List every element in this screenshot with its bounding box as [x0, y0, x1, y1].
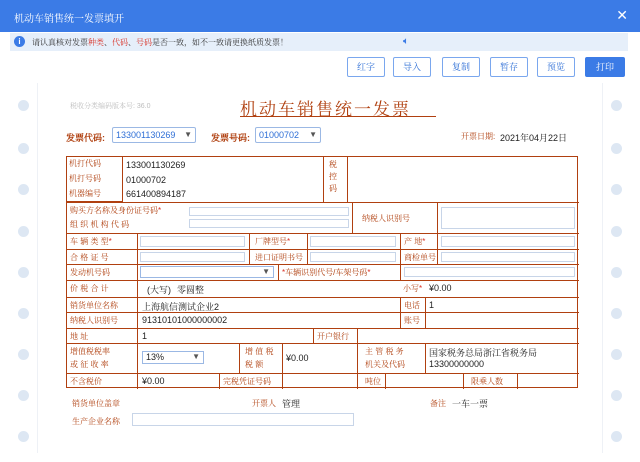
tonnage-label: 吨位: [365, 377, 381, 386]
punch-hole: [611, 184, 622, 195]
cert-no-input[interactable]: [140, 252, 245, 262]
notice-bar: [10, 33, 628, 51]
seller-taxid-value: 91310101000000002: [142, 315, 228, 325]
origin-input[interactable]: [441, 236, 575, 247]
punch-hole: [18, 349, 29, 360]
punch-hole: [18, 226, 29, 237]
close-icon[interactable]: ✕: [616, 7, 628, 23]
tax-authority-name: 国家税务总局浙江省税务局: [429, 348, 538, 358]
remark-value: 一车一票: [452, 399, 489, 409]
issue-date-value: 2021年04月22日: [500, 133, 568, 143]
buyer-id-input[interactable]: [189, 219, 349, 228]
import-button[interactable]: 导入: [393, 57, 431, 77]
window-title: 机动车销售统一发票填开: [14, 14, 124, 25]
phone-value: 1: [429, 300, 435, 310]
preview-button[interactable]: 预览: [537, 57, 575, 77]
engine-no-select[interactable]: [140, 266, 274, 278]
invoice-number-label: 发票号码:: [211, 133, 250, 143]
inspection-label: 商检单号: [404, 253, 436, 262]
tax-control-label: 税控码: [329, 160, 337, 193]
phone-label: 电话: [404, 301, 420, 310]
punch-hole: [18, 308, 29, 319]
remark-label: 备注: [430, 399, 446, 408]
machine-number-value: 01000702: [126, 175, 167, 185]
issue-date-label: 开票日期:: [461, 132, 496, 141]
chevron-down-icon: ▼: [192, 352, 200, 361]
total-words-prefix: (大写): [147, 285, 171, 295]
punch-hole: [611, 431, 622, 442]
seller-stamp-label: 销货单位盖章: [72, 399, 120, 408]
buyer-name-input[interactable]: [189, 207, 349, 216]
org-code-label: 组 织 机 构 代 码: [70, 220, 130, 229]
pretax-value: ¥0.00: [142, 376, 165, 386]
brand-model-label: 厂牌型号*: [255, 237, 291, 246]
invoice-title: 机动车销售统一发票: [240, 100, 411, 120]
origin-label: 产 地*: [404, 237, 426, 246]
tax-authority-label-2: 机关及代码: [365, 360, 405, 369]
total-small-value: ¥0.00: [429, 283, 452, 293]
punch-hole: [18, 267, 29, 278]
machine-id-label: 机器编号: [67, 187, 123, 202]
punch-hole: [18, 184, 29, 195]
pretax-label: 不含税价: [70, 377, 102, 386]
copy-button[interactable]: 复制: [442, 57, 480, 77]
total-words-value: 零圆整: [177, 285, 205, 295]
punch-hole: [611, 100, 622, 111]
chevron-down-icon: ▼: [309, 130, 317, 139]
machine-code-label: 机打代码: [67, 157, 123, 172]
title-bar: [0, 0, 640, 32]
brand-model-input[interactable]: [310, 236, 396, 247]
speaker-icon: 🔈︎: [403, 36, 409, 47]
tax-authority-code: 13300000000: [429, 359, 485, 369]
punch-hole: [611, 143, 622, 154]
machine-number-label: 机打号码: [67, 172, 123, 187]
punch-hole: [18, 143, 29, 154]
version-caption: 税收分类编码版本号: 36.0: [70, 103, 151, 110]
vehicle-type-label: 车 辆 类 型*: [70, 237, 112, 246]
invoice-number-select[interactable]: 01000702 ▼: [255, 127, 321, 143]
machine-code-value: 133001130269: [126, 160, 186, 170]
address-label: 地 址: [70, 332, 89, 341]
chevron-down-icon: ▼: [262, 267, 270, 276]
passenger-label: 限乘人数: [471, 377, 503, 386]
title-underline: [240, 116, 436, 117]
punch-hole: [611, 390, 622, 401]
engine-no-label: 发动机号码: [70, 268, 110, 277]
levy-rate-label: 或 征 收 率: [70, 360, 109, 369]
chevron-down-icon: ▼: [184, 130, 192, 139]
redword-button[interactable]: 红字: [347, 57, 385, 77]
buyer-taxid-label: 纳税人识别号: [362, 214, 410, 223]
save-draft-button[interactable]: 暂存: [490, 57, 528, 77]
punch-hole: [611, 349, 622, 360]
cert-no-label: 合 格 证 号: [70, 253, 109, 262]
vat-rate-label: 增值税税率: [70, 347, 110, 356]
tax-voucher-label: 完税凭证号码: [223, 377, 271, 386]
import-cert-input[interactable]: [310, 252, 396, 262]
punch-hole: [611, 267, 622, 278]
info-icon: i: [14, 36, 25, 47]
inspection-input[interactable]: [441, 252, 575, 262]
issuer-value: 管理: [282, 399, 301, 409]
vin-input[interactable]: [404, 267, 575, 277]
total-label: 价 税 合 计: [70, 284, 109, 293]
print-button[interactable]: 打印: [585, 57, 625, 77]
small-amount-label: 小写*: [403, 284, 423, 293]
punch-hole: [18, 100, 29, 111]
vat-amount-label: 增 值 税: [245, 347, 274, 356]
invoice-form: [66, 156, 578, 388]
seller-name-value: 上海航信测试企业2: [142, 302, 220, 312]
punch-hole: [18, 431, 29, 442]
vin-label: *车辆识别代号/车架号码*: [282, 268, 371, 277]
seller-name-label: 销货单位名称: [70, 301, 118, 310]
vat-amount-label-2: 税 额: [245, 360, 264, 369]
invoice-code-select[interactable]: 133001130269 ▼: [112, 127, 196, 143]
seller-taxid-label: 纳税人识别号: [70, 316, 118, 325]
buyer-taxid-input[interactable]: [441, 207, 575, 229]
invoice-code-label: 发票代码:: [66, 133, 105, 143]
vehicle-type-input[interactable]: [140, 236, 245, 247]
punch-hole: [18, 390, 29, 401]
machine-id-value: 661400894187: [126, 189, 187, 199]
punch-hole: [611, 226, 622, 237]
manufacturer-label: 生产企业名称: [72, 417, 120, 426]
bank-label: 开户银行: [317, 332, 349, 341]
address-value: 1: [142, 331, 148, 341]
tax-authority-label: 主 管 税 务: [365, 347, 404, 356]
manufacturer-input[interactable]: [132, 413, 354, 426]
account-label: 账号: [404, 316, 420, 325]
vat-rate-select[interactable]: 13% ▼: [142, 351, 204, 364]
notice-message: 请认真核对发票种类、代码、号码是否一致，如不一致请更换纸质发票！: [32, 38, 288, 47]
buyer-label: 购买方名称及身份证号码*: [70, 206, 162, 215]
vat-amount-value: ¥0.00: [286, 353, 309, 363]
issuer-label: 开票人: [252, 399, 276, 408]
punch-hole: [611, 308, 622, 319]
import-cert-label: 进口证明书号: [255, 253, 303, 262]
